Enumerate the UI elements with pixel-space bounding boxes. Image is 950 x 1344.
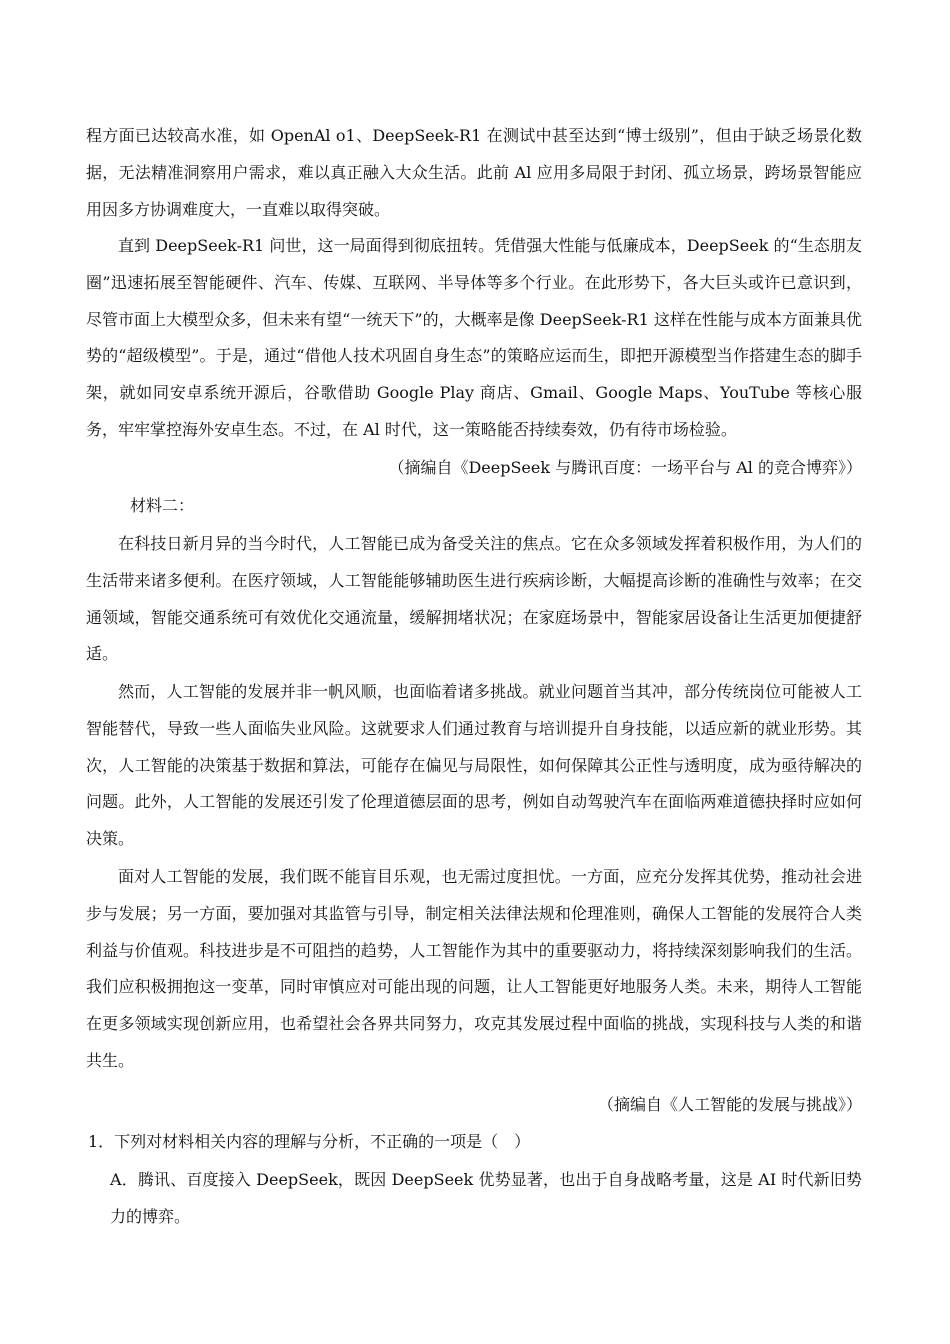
source-citation-2: （摘编自《人工智能的发展与挑战》） <box>597 1095 862 1114</box>
paragraph-deepseek-r1: 直到 DeepSeek-R1 问世，这一局面得到彻底扭转。凭借强大性能与低廉成本，DeepSeek 的“生态朋友圈”迅速拓展至智能硬件、汽车、传媒、互联网、半导体等多个行业。在此形势下，各大巨头或许已意识到，尽管市面上大模型众多，但未来有望“一统天下”的，大概率是像 DeepSeek-R1 这样在性能与成本方面兼具优势的“超级模型”。于是，通过“借他人技术巩固自身生态”的策略应运而生，即把开源模型当作搭建生态的脚手架，就如同安卓系统开源后，谷歌借助 Google Play 商店、Gmail、Google Maps、YouTube 等核心服务，牢牢掌控海外安卓生态。不过，在 Al 时代，这一策略能否持续奏效，仍有待市场检验。 <box>86 236 862 439</box>
question-1-option-a: A．腾讯、百度接入 DeepSeek，既因 DeepSeek 优势显著，也出于自身战略考量，这是 AI 时代新旧势力的博弈。 <box>110 1170 862 1226</box>
material-2-label: 材料二： <box>130 496 195 515</box>
paragraph-material1-end: 程方面已达较高水准，如 OpenAl o1、DeepSeek-R1 在测试中甚至达到“博士级别”，但由于缺乏场景化数据，无法精准洞察用户需求，难以真正融入大众生活。此前 Al 应用多局限于封闭、孤立场景，跨场景智能应用因多方协调难度大，一直难以取得突破。 <box>86 126 862 219</box>
paragraph-ai-challenges: 然而，人工智能的发展并非一帆风顺，也面临着诸多挑战。就业问题首当其冲，部分传统岗位可能被人工智能替代，导致一些人面临失业风险。这就要求人们通过教育与培训提升自身技能，以适应新的就业形势。其次，人工智能的决策基于数据和算法，可能存在偏见与局限性，如何保障其公正性与透明度，成为亟待解决的问题。此外，人工智能的发展还引发了伦理道德层面的思考，例如自动驾驶汽车在面临两难道德抉择时应如何决策。 <box>86 682 862 849</box>
source-citation-1: （摘编自《DeepSeek 与腾讯百度：一场平台与 Al 的竞合博弈》） <box>388 458 862 477</box>
question-1-stem: 1．下列对材料相关内容的理解与分析，不正确的一项是（ ） <box>88 1132 531 1151</box>
paragraph-ai-benefits: 在科技日新月异的当今时代，人工智能已成为备受关注的焦点。它在众多领域发挥着积极作用，为人们的生活带来诸多便利。在医疗领域，人工智能能够辅助医生进行疾病诊断，大幅提高诊断的准确性与效率；在交通领域，智能交通系统可有效优化交通流量，缓解拥堵状况；在家庭场景中，智能家居设备让生活更加便捷舒适。 <box>86 534 862 664</box>
paragraph-ai-outlook: 面对人工智能的发展，我们既不能盲目乐观，也无需过度担忧。一方面，应充分发挥其优势，推动社会进步与发展；另一方面，要加强对其监管与引导，制定相关法律法规和伦理准则，确保人工智能的发展符合人类利益与价值观。科技进步是不可阻挡的趋势，人工智能作为其中的重要驱动力，将持续深刻影响我们的生活。我们应积极拥抱这一变革，同时审慎应对可能出现的问题，让人工智能更好地服务人类。未来，期待人工智能在更多领域实现创新应用，也希望社会各界共同努力，攻克其发展过程中面临的挑战，实现科技与人类的和谐共生。 <box>86 867 862 1070</box>
